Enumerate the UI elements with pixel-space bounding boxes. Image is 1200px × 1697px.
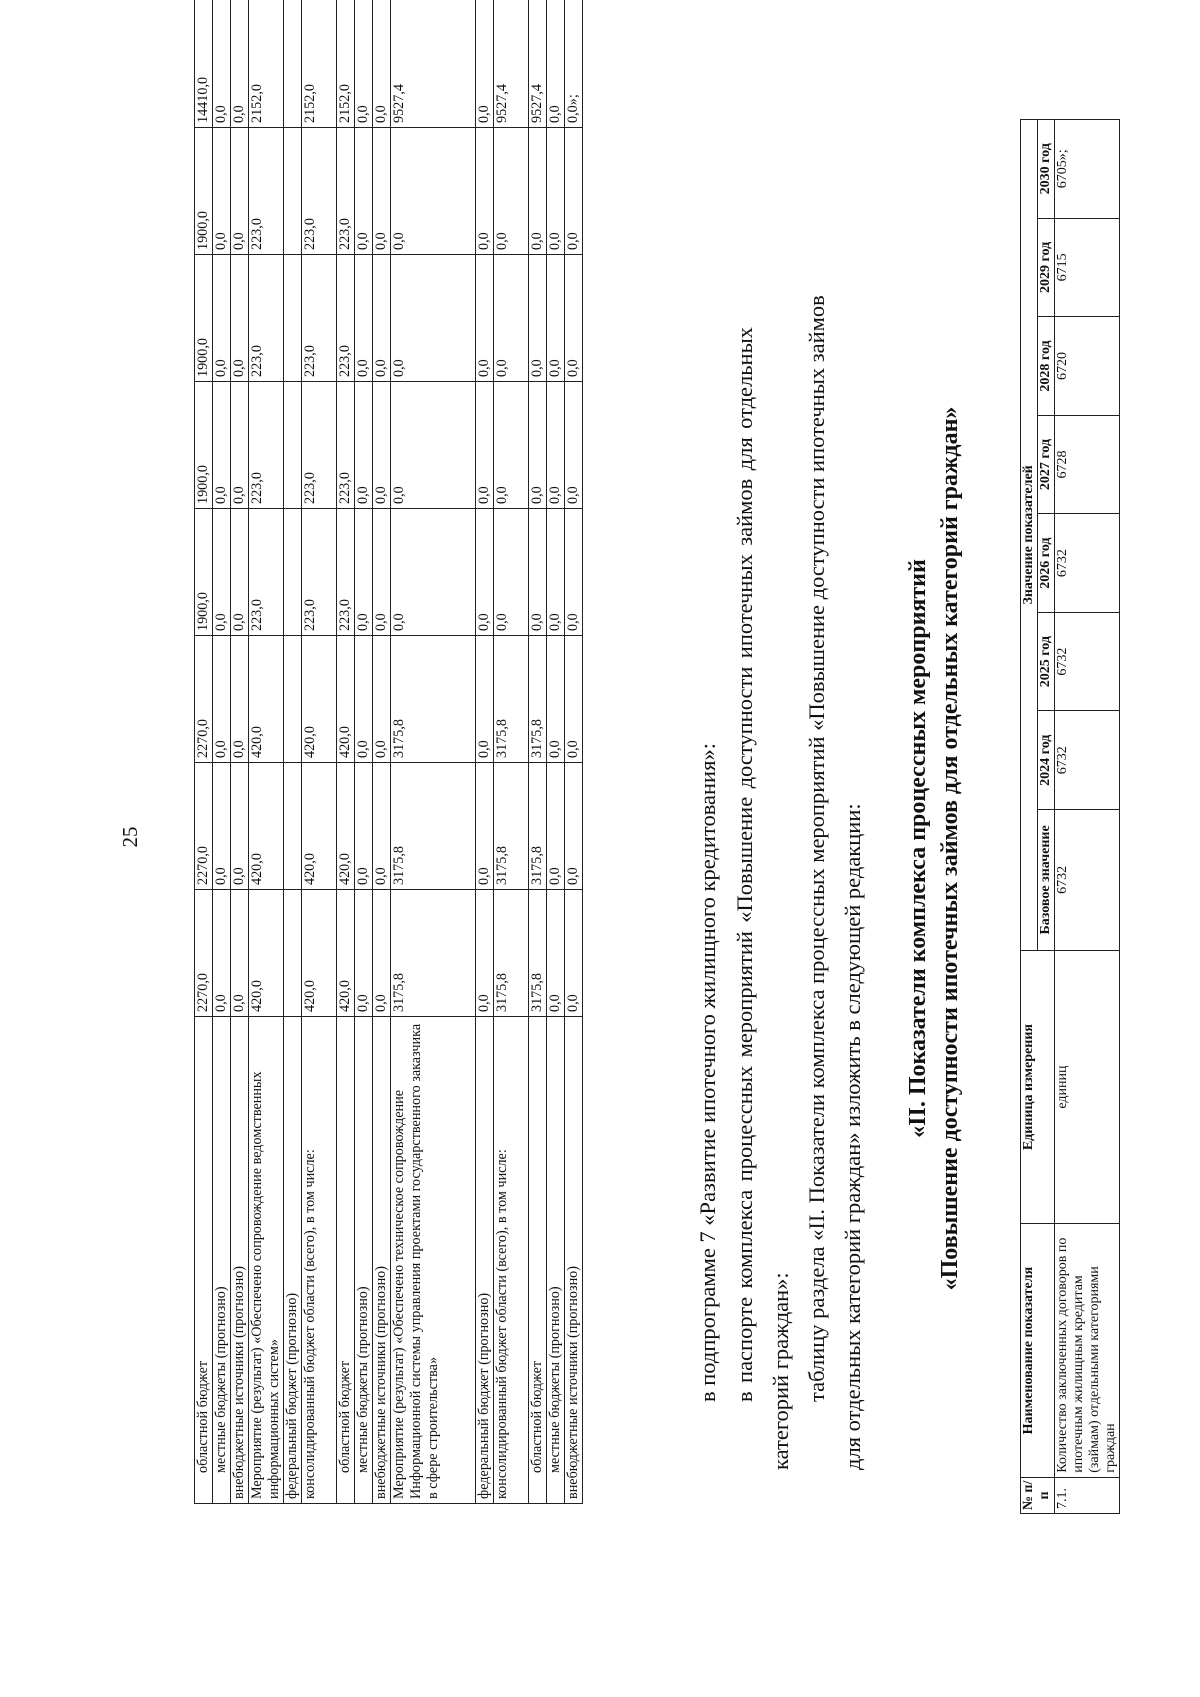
table-row (355, 0, 373, 1504)
row-value: 223,0 (302, 128, 337, 255)
row-value: 0,0 (373, 509, 391, 636)
row-value: 0,0 (355, 509, 373, 636)
row-value: 0,0 (213, 255, 231, 382)
row-value: 0,0 (529, 255, 547, 382)
row-value: 0,0 (213, 509, 231, 636)
financing-table (194, 0, 583, 1504)
row-value: 0,0 (213, 763, 231, 890)
row-value: 3175,8 (529, 890, 547, 1017)
header-values-group: Значение показателей (1021, 120, 1038, 951)
row-value: 0,0 (476, 128, 494, 255)
table-row (213, 0, 231, 1504)
row-value: 0,0 (391, 128, 476, 255)
row-label: внебюджетные источники (прогнозно) (373, 1017, 391, 1504)
paragraph-table-replace: таблицу раздела «II. Показатели комплекса процессных мероприятий «Повышение доступности ипотечных займов (804, 295, 829, 1402)
row-value: 0,0 (476, 509, 494, 636)
paragraph-word: в (732, 1391, 757, 1402)
row-value: 0,0 (373, 382, 391, 509)
table-row (284, 0, 302, 1504)
row-value (284, 509, 302, 636)
row-value: 0,0 (213, 382, 231, 509)
row-value: 0,0 (565, 636, 583, 763)
row-value: 6732 (1055, 711, 1120, 810)
row-num: 7.1. (1055, 1477, 1120, 1513)
row-value: 0,0 (565, 255, 583, 382)
row-value: 0,0 (355, 890, 373, 1017)
row-value: 0,0 (231, 890, 249, 1017)
indicators-table (1020, 119, 1120, 1514)
row-value: 2152,0 (337, 0, 355, 128)
row-value (284, 763, 302, 890)
row-value: 2270,0 (195, 890, 213, 1017)
row-value: 0,0 (355, 382, 373, 509)
header-year: 2024 год (1038, 711, 1055, 810)
row-value: 2270,0 (195, 763, 213, 890)
row-value: 0,0 (476, 255, 494, 382)
row-value: 223,0 (249, 128, 284, 255)
row-value: 223,0 (302, 509, 337, 636)
row-value: 0,0 (373, 0, 391, 128)
row-label: федеральный бюджет (прогнозно) (476, 1017, 494, 1504)
header-year: 2025 год (1038, 612, 1055, 711)
row-value: 0,0»; (565, 0, 583, 128)
row-value: 3175,8 (494, 763, 529, 890)
table-row (249, 0, 284, 1504)
row-value: 0,0 (476, 890, 494, 1017)
row-value: 223,0 (302, 255, 337, 382)
row-value: 0,0 (547, 890, 565, 1017)
row-base: 6732 (1055, 810, 1120, 951)
table-row (195, 0, 213, 1504)
row-unit: единиц (1055, 950, 1120, 1224)
table-row (565, 0, 583, 1504)
row-value: 420,0 (249, 636, 284, 763)
header-year: 2029 год (1038, 218, 1055, 317)
row-value: 0,0 (373, 255, 391, 382)
paragraph-passport-cont: категорий граждан»: (768, 1272, 793, 1470)
row-value: 0,0 (547, 382, 565, 509)
row-label: федеральный бюджет (прогнозно) (284, 1017, 302, 1504)
row-value: 2152,0 (249, 0, 284, 128)
table-row (231, 0, 249, 1504)
row-value: 420,0 (249, 890, 284, 1017)
row-value: 420,0 (249, 763, 284, 890)
paragraph-word: процессных (732, 1065, 757, 1182)
row-value: 0,0 (529, 509, 547, 636)
row-value: 0,0 (231, 763, 249, 890)
header-year: 2028 год (1038, 317, 1055, 416)
row-value (284, 890, 302, 1017)
paragraph-word: для (732, 437, 757, 471)
row-value: 420,0 (302, 890, 337, 1017)
row-value: 0,0 (373, 763, 391, 890)
row-value: 0,0 (213, 128, 231, 255)
row-value: 6705»; (1055, 120, 1120, 219)
row-value: 3175,8 (494, 890, 529, 1017)
row-value: 2270,0 (195, 636, 213, 763)
header-num: № п/п (1021, 1477, 1055, 1513)
paragraph-passport (730, 327, 760, 1402)
paragraph-word: комплекса (732, 1189, 757, 1289)
row-value: 420,0 (337, 636, 355, 763)
row-value: 0,0 (494, 128, 529, 255)
row-value: 0,0 (231, 509, 249, 636)
row-value: 0,0 (213, 0, 231, 128)
row-value: 0,0 (547, 509, 565, 636)
header-name: Наименование показателя (1021, 1224, 1055, 1477)
row-value: 1900,0 (195, 255, 213, 382)
row-label: местные бюджеты (прогнозно) (213, 1017, 231, 1504)
paragraph-word: мероприятий (732, 931, 757, 1058)
row-value: 420,0 (302, 636, 337, 763)
row-value: 223,0 (249, 382, 284, 509)
row-value: 0,0 (529, 128, 547, 255)
row-value: 0,0 (476, 0, 494, 128)
row-value: 223,0 (302, 382, 337, 509)
row-label: внебюджетные источники (прогнозно) (565, 1017, 583, 1504)
row-value: 3175,8 (391, 763, 476, 890)
row-label: консолидированный бюджет области (всего), в том числе: (302, 1017, 337, 1504)
row-value: 0,0 (231, 0, 249, 128)
row-value: 3175,8 (391, 890, 476, 1017)
row-value: 0,0 (373, 890, 391, 1017)
paragraph-word: паспорте (732, 1296, 757, 1383)
row-value: 0,0 (476, 763, 494, 890)
header-unit: Единица измерения (1021, 950, 1055, 1224)
table-row (547, 0, 565, 1504)
row-label: Мероприятие (результат) «Обеспечено сопровождение ведомственных информационных систем» (249, 1017, 284, 1504)
row-value: 0,0 (494, 509, 529, 636)
section-heading-line2: «Повышение доступности ипотечных займов для отдельных категорий граждан» (937, 406, 963, 1291)
row-value: 0,0 (231, 636, 249, 763)
row-value: 0,0 (231, 255, 249, 382)
table-row (337, 0, 355, 1504)
header-year: 2026 год (1038, 514, 1055, 613)
row-value: 223,0 (337, 255, 355, 382)
row-value: 0,0 (231, 382, 249, 509)
row-value: 1900,0 (195, 509, 213, 636)
row-value: 6732 (1055, 612, 1120, 711)
row-value: 0,0 (565, 382, 583, 509)
row-label: областной бюджет (529, 1017, 547, 1504)
table-row (529, 0, 547, 1504)
row-value: 0,0 (565, 128, 583, 255)
row-value: 1900,0 (195, 128, 213, 255)
row-value: 0,0 (547, 255, 565, 382)
row-value: 6728 (1055, 415, 1120, 514)
section-heading-line1: «II. Показатели комплекса процессных мероприятий (905, 559, 931, 1138)
row-value: 0,0 (213, 890, 231, 1017)
row-value: 3175,8 (391, 636, 476, 763)
row-value: 0,0 (355, 636, 373, 763)
table-row (476, 0, 494, 1504)
row-label: областной бюджет (195, 1017, 213, 1504)
row-value (284, 382, 302, 509)
row-value: 3175,8 (529, 763, 547, 890)
row-value: 0,0 (391, 382, 476, 509)
row-value: 9527,4 (494, 0, 529, 128)
paragraph-subprogram: в подпрограмме 7 «Развитие ипотечного жилищного кредитования»: (695, 743, 720, 1402)
paragraph-word: ипотечных (732, 554, 757, 659)
row-value: 0,0 (547, 0, 565, 128)
row-value: 9527,4 (391, 0, 476, 128)
row-value: 3175,8 (529, 636, 547, 763)
row-value: 223,0 (337, 128, 355, 255)
row-value (284, 128, 302, 255)
row-label: консолидированный бюджет области (всего), в том числе: (494, 1017, 529, 1504)
row-value: 0,0 (373, 636, 391, 763)
row-value: 0,0 (373, 128, 391, 255)
row-value: 0,0 (391, 509, 476, 636)
row-value (284, 636, 302, 763)
paragraph-word: «Повышение (732, 796, 757, 923)
row-value: 0,0 (355, 128, 373, 255)
row-value: 0,0 (355, 255, 373, 382)
row-value: 0,0 (547, 636, 565, 763)
row-label: местные бюджеты (прогнозно) (547, 1017, 565, 1504)
row-value: 223,0 (249, 255, 284, 382)
table-row (391, 0, 476, 1504)
row-value: 6732 (1055, 514, 1120, 613)
header-base: Базовое значение (1038, 810, 1055, 951)
row-value: 0,0 (529, 382, 547, 509)
header-year: 2027 год (1038, 415, 1055, 514)
row-value: 0,0 (213, 636, 231, 763)
row-value: 0,0 (547, 763, 565, 890)
row-value (284, 0, 302, 128)
row-value: 6720 (1055, 317, 1120, 416)
page-number: 25 (118, 826, 142, 848)
table-row (302, 0, 337, 1504)
table-row (494, 0, 529, 1504)
row-value: 3175,8 (494, 636, 529, 763)
row-value: 420,0 (302, 763, 337, 890)
row-value: 0,0 (476, 382, 494, 509)
row-value: 14410,0 (195, 0, 213, 128)
row-label: областной бюджет (337, 1017, 355, 1504)
row-value: 2152,0 (302, 0, 337, 128)
row-value: 6715 (1055, 218, 1120, 317)
row-value: 0,0 (494, 382, 529, 509)
row-label: Мероприятие (результат) «Обеспечено техническое сопровождение Информационной системы управления проектами государственного заказчика в сфере строительства» (391, 1017, 476, 1504)
paragraph-word: займов (732, 478, 757, 546)
paragraph-word: доступности (732, 666, 757, 789)
paragraph-word: отдельных (732, 327, 757, 429)
row-value: 1900,0 (195, 382, 213, 509)
row-value (284, 255, 302, 382)
row-value: 0,0 (355, 0, 373, 128)
row-value: 0,0 (494, 255, 529, 382)
row-value: 9527,4 (529, 0, 547, 128)
row-name: Количество заключенных договоров по ипотечным жилищным кредитам (займам) отдельными категориями граждан (1055, 1224, 1120, 1477)
row-value: 223,0 (337, 382, 355, 509)
row-value: 420,0 (337, 890, 355, 1017)
row-value: 0,0 (355, 763, 373, 890)
row-value: 223,0 (337, 509, 355, 636)
paragraph-table-replace-cont: для отдельных категорий граждан» изложить в следующей редакции: (840, 803, 865, 1470)
row-value: 223,0 (249, 509, 284, 636)
row-label: местные бюджеты (прогнозно) (355, 1017, 373, 1504)
row-label: внебюджетные источники (прогнозно) (231, 1017, 249, 1504)
row-value: 0,0 (565, 763, 583, 890)
row-value: 0,0 (231, 128, 249, 255)
row-value: 0,0 (476, 636, 494, 763)
row-value: 0,0 (565, 890, 583, 1017)
row-value: 420,0 (337, 763, 355, 890)
table-row (373, 0, 391, 1504)
row-value: 0,0 (565, 509, 583, 636)
table-row (1055, 120, 1120, 1514)
row-value: 0,0 (547, 128, 565, 255)
header-year: 2030 год (1038, 120, 1055, 219)
row-value: 0,0 (391, 255, 476, 382)
